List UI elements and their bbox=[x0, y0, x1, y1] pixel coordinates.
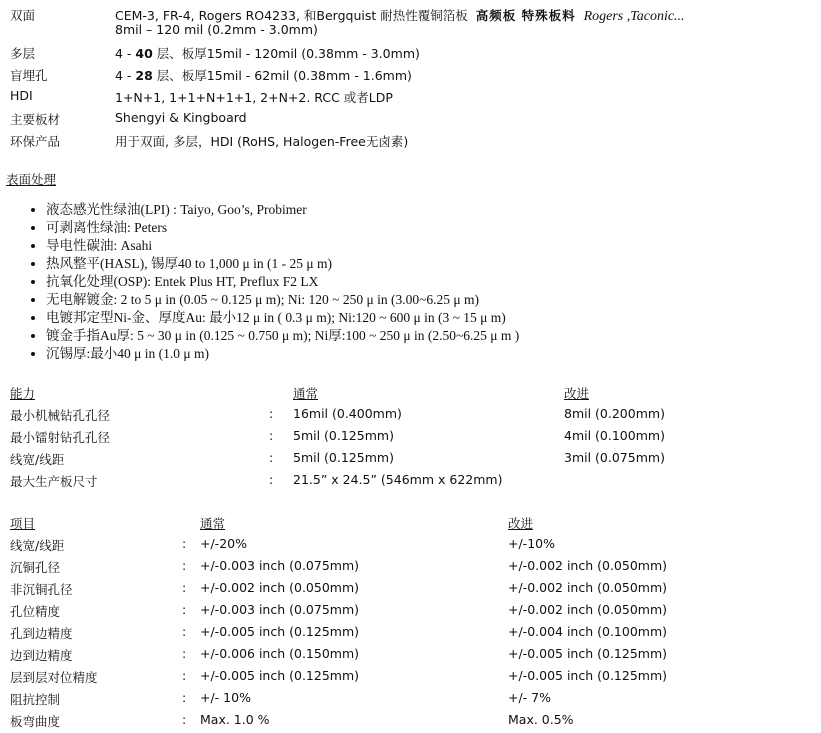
table-cell: 边到边精度 bbox=[10, 648, 73, 663]
table-cell: 板弯曲度 bbox=[10, 714, 61, 729]
table-cell: : bbox=[182, 580, 187, 595]
spec-value-material: Shengyi & Kingboard bbox=[115, 110, 247, 125]
spec-value-multilayer bbox=[115, 44, 420, 62]
spec-label-multilayer: 多层 bbox=[10, 46, 36, 61]
table-cell: +/- 7% bbox=[508, 690, 551, 705]
list-item: • 导电性碳油: Asahi bbox=[46, 237, 519, 255]
table-cell: 5mil (0.125mm) bbox=[293, 450, 394, 465]
table-cell: Max. 0.5% bbox=[508, 712, 574, 727]
spec-value-blind-via-suffix: 层、板厚15mil - 62mil (0.38mm - 1.6mm) bbox=[152, 68, 412, 83]
table-cell: 最大生产板尺寸 bbox=[10, 474, 98, 489]
list-item: • 无电解镀金: 2 to 5 μ in (0.05 ~ 0.125 μ m); Ni: 120 ~ 250 μ in (3.00~6.25 μ m) bbox=[46, 291, 519, 309]
table-cell: 非沉铜孔径 bbox=[10, 582, 73, 597]
table-cell: +/-20% bbox=[200, 536, 247, 551]
table-cell: +/-0.004 inch (0.100mm) bbox=[508, 624, 668, 639]
table-cell: 4mil (0.100mm) bbox=[564, 428, 665, 443]
list-item: • 抗氧化处理(OSP): Entek Plus HT, Preflux F2 LX bbox=[46, 273, 519, 291]
surface-heading: 表面处理 bbox=[6, 172, 57, 187]
table-cell: : bbox=[182, 646, 187, 661]
spec-value-blind-via-prefix: 4 - bbox=[115, 68, 136, 83]
spec-value-hdi: 1+N+1, 1+1+N+1+1, 2+N+2. RCC 或者LDP bbox=[115, 90, 393, 105]
table-cell: +/-0.005 inch (0.125mm) bbox=[200, 668, 360, 683]
spec-label-hdi: HDI bbox=[10, 88, 33, 103]
table-cell: : bbox=[182, 624, 187, 639]
table-cell: +/-0.002 inch (0.050mm) bbox=[200, 580, 360, 595]
spec-value-eco: 用于双面, 多层，HDI (RoHS, Halogen-Free无卤素) bbox=[115, 134, 409, 149]
table-cell: 阻抗控制 bbox=[10, 692, 61, 707]
table-cell: : bbox=[182, 602, 187, 617]
capability-header-advanced: 改进 bbox=[564, 386, 590, 401]
spec-value-multilayer-prefix: 4 - bbox=[115, 46, 136, 61]
table-cell: : bbox=[269, 406, 274, 421]
list-item: • 液态感光性绿油(LPI) : Taiyo, Goo’s, Probimer bbox=[46, 201, 519, 219]
table-cell: : bbox=[269, 428, 274, 443]
table-cell: : bbox=[182, 690, 187, 705]
table-cell: : bbox=[182, 712, 187, 727]
spec-label-double: 双面 bbox=[10, 8, 36, 23]
capability-header-standard: 通常 bbox=[293, 386, 319, 401]
spec-value-double-thickness: 8mil – 120 mil (0.2mm - 3.0mm) bbox=[115, 22, 318, 37]
list-item: • 热风整平(HASL), 锡厚40 to 1,000 μ in (1 - 25 μ m) bbox=[46, 255, 519, 273]
table-cell: 孔到边精度 bbox=[10, 626, 73, 641]
tolerance-header-item: 项目 bbox=[10, 516, 36, 531]
table-cell: : bbox=[269, 472, 274, 487]
list-item: • 可剥离性绿油: Peters bbox=[46, 219, 519, 237]
table-cell: 线宽/线距 bbox=[10, 538, 65, 553]
tolerance-header-standard: 通常 bbox=[200, 516, 226, 531]
spec-value-multilayer-count: 40 bbox=[135, 46, 153, 61]
table-cell: 线宽/线距 bbox=[10, 452, 65, 467]
spec-value-multilayer-suffix: 层、板厚15mil - 120mil (0.38mm - 3.0mm) bbox=[152, 46, 420, 61]
list-item: • 镀金手指Au厚: 5 ~ 30 μ in (0.125 ~ 0.750 μ m); Ni厚:100 ~ 250 μ in (2.50~6.25 μ m ) bbox=[46, 327, 519, 345]
capability-header-name: 能力 bbox=[10, 386, 36, 401]
spec-label-material: 主要板材 bbox=[10, 112, 61, 127]
table-cell: : bbox=[182, 668, 187, 683]
table-cell: 孔位精度 bbox=[10, 604, 61, 619]
table-cell: 3mil (0.075mm) bbox=[564, 450, 665, 465]
list-item: • 电镀邦定型Ni-金、厚度Au: 最小12 μ in ( 0.3 μ m); Ni:120 ~ 600 μ in (3 ~ 15 μ m) bbox=[46, 309, 519, 327]
table-cell: +/-0.003 inch (0.075mm) bbox=[200, 602, 360, 617]
table-cell: 16mil (0.400mm) bbox=[293, 406, 402, 421]
spec-label-blind-via: 盲埋孔 bbox=[10, 68, 48, 83]
table-cell: 21.5” x 24.5” (546mm x 622mm) bbox=[293, 472, 503, 487]
table-cell: : bbox=[182, 536, 187, 551]
table-cell: +/-0.002 inch (0.050mm) bbox=[508, 602, 668, 617]
table-cell: 5mil (0.125mm) bbox=[293, 428, 394, 443]
tolerance-header-advanced: 改进 bbox=[508, 516, 534, 531]
table-cell: +/-0.002 inch (0.050mm) bbox=[508, 558, 668, 573]
list-item: • 沉锡厚:最小40 μ in (1.0 μ m) bbox=[46, 345, 519, 363]
table-cell: +/-0.005 inch (0.125mm) bbox=[508, 668, 668, 683]
spec-value-double-text: CEM-3, FR-4, Rogers RO4233, 和Bergquist 耐热性覆铜箔板 bbox=[115, 8, 468, 23]
table-cell: +/-0.002 inch (0.050mm) bbox=[508, 580, 668, 595]
table-cell: : bbox=[182, 558, 187, 573]
surface-list bbox=[28, 201, 519, 363]
table-cell: 层到层对位精度 bbox=[10, 670, 98, 685]
spec-label-eco: 环保产品 bbox=[10, 134, 61, 149]
table-cell: 最小镭射钻孔孔径 bbox=[10, 430, 111, 445]
spec-value-double-italic: Rogers ,Taconic... bbox=[583, 9, 685, 24]
table-cell: +/-0.005 inch (0.125mm) bbox=[508, 646, 668, 661]
table-cell: +/-10% bbox=[508, 536, 555, 551]
table-cell: 8mil (0.200mm) bbox=[564, 406, 665, 421]
table-cell: +/- 10% bbox=[200, 690, 251, 705]
table-cell: 沉铜孔径 bbox=[10, 560, 61, 575]
table-cell: +/-0.006 inch (0.150mm) bbox=[200, 646, 360, 661]
table-cell: +/-0.003 inch (0.075mm) bbox=[200, 558, 360, 573]
table-cell: 最小机械钻孔孔径 bbox=[10, 408, 111, 423]
table-cell: Max. 1.0 % bbox=[200, 712, 270, 727]
spec-value-blind-via-count: 28 bbox=[135, 68, 153, 83]
spec-value-blind-via bbox=[115, 66, 412, 84]
spec-value-double-bold: 高频板 特殊板料 bbox=[475, 8, 576, 23]
table-cell: : bbox=[269, 450, 274, 465]
table-cell: +/-0.005 inch (0.125mm) bbox=[200, 624, 360, 639]
